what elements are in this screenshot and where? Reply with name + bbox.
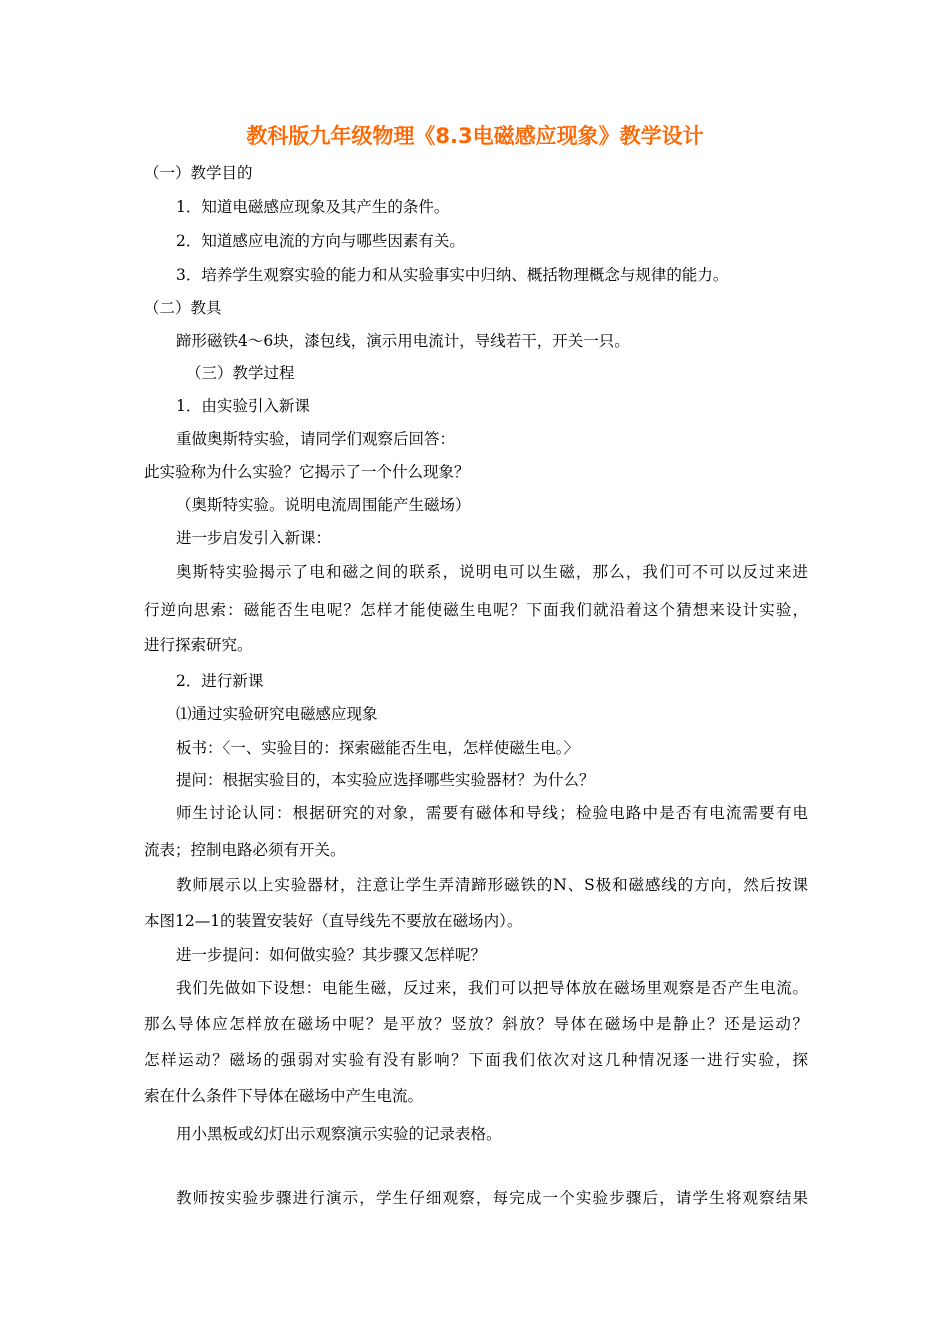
objective-1: 1．知道电磁感应现象及其产生的条件。: [176, 198, 450, 216]
document-title: 教科版九年级物理《8.3电磁感应现象》教学设计: [246, 124, 704, 148]
paragraph-line: 行逆向思索：磁能否生电呢？怎样才能使磁生电呢？下面我们就沿着这个猜想来设计实验，: [144, 601, 808, 619]
paragraph-line: 流表；控制电路必须有开关。: [144, 841, 346, 859]
section-heading-process: （三）教学过程: [186, 364, 295, 382]
paragraph-line: 我们先做如下设想：电能生磁，反过来，我们可以把导体放在磁场里观察是否产生电流。: [176, 979, 808, 997]
paragraph-line: 用小黑板或幻灯出示观察演示实验的记录表格。: [176, 1125, 502, 1143]
paragraph-line: 师生讨论认同：根据研究的对象，需要有磁体和导线；检验电路中是否有电流需要有电: [176, 804, 808, 822]
paragraph-line: 怎样运动？磁场的强弱对实验有没有影响？下面我们依次对这几种情况逐一进行实验，探: [144, 1051, 808, 1069]
paragraph-line: 进一步提问：如何做实验？其步骤又怎样呢？: [176, 946, 487, 964]
objective-2: 2．知道感应电流的方向与哪些因素有关。: [176, 232, 465, 250]
step-1-heading: 1．由实验引入新课: [176, 397, 310, 415]
step-2-heading: 2．进行新课: [176, 672, 264, 690]
equipment-list: 蹄形磁铁4～6块，漆包线，演示用电流计，导线若干，开关一只。: [176, 332, 630, 350]
paragraph-line: 进行探索研究。: [144, 636, 253, 654]
paragraph-line: 此实验称为什么实验？它揭示了一个什么现象？: [144, 463, 470, 481]
paragraph-line: 教师展示以上实验器材，注意让学生弄清蹄形磁铁的N、S极和磁感线的方向，然后按课: [176, 876, 808, 894]
paragraph-line: （奥斯特实验。说明电流周围能产生磁场）: [176, 496, 471, 514]
subsection-heading: ⑴通过实验研究电磁感应现象: [176, 705, 378, 723]
objective-3: 3．培养学生观察实验的能力和从实验事实中归纳、概括物理概念与规律的能力。: [176, 266, 729, 284]
paragraph-line: 提问：根据实验目的，本实验应选择哪些实验器材？为什么？: [176, 771, 595, 789]
paragraph-line: 奥斯特实验揭示了电和磁之间的联系，说明电可以生磁，那么，我们可不可以反过来进: [176, 563, 808, 581]
section-heading-equipment: （二）教具: [144, 299, 222, 317]
paragraph-line: 重做奥斯特实验，请同学们观察后回答：: [176, 430, 456, 448]
paragraph-line: 教师按实验步骤进行演示，学生仔细观察，每完成一个实验步骤后，请学生将观察结果: [176, 1189, 808, 1207]
paragraph-line: 索在什么条件下导体在磁场中产生电流。: [144, 1087, 424, 1105]
paragraph-line: 板书：〈一、实验目的：探索磁能否生电，怎样使磁生电。〉: [176, 739, 580, 757]
paragraph-line: 进一步启发引入新课：: [176, 529, 332, 547]
paragraph-line: 那么导体应怎样放在磁场中呢？是平放？竖放？斜放？导体在磁场中是静止？还是运动？: [144, 1015, 808, 1033]
section-heading-objectives: （一）教学目的: [144, 164, 253, 182]
paragraph-line: 本图12—1的装置安装好（直导线先不要放在磁场内）。: [144, 912, 523, 930]
